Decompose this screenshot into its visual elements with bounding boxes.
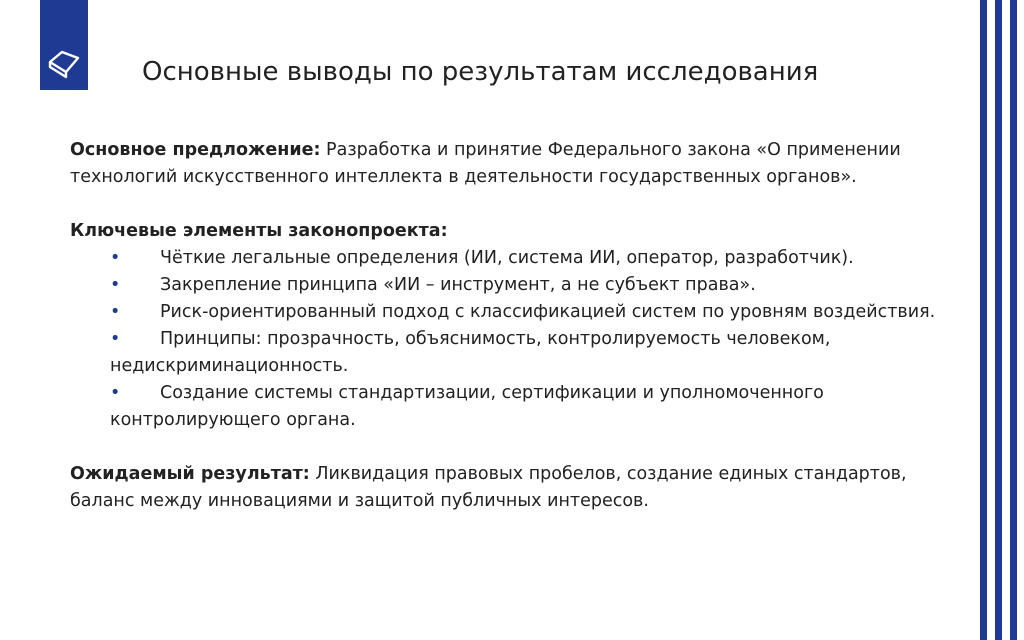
list-item — [70, 326, 950, 380]
bullet: • — [110, 383, 121, 403]
slide-title: Основные выводы по результатам исследования — [142, 57, 819, 87]
list-item — [70, 380, 950, 434]
proposal-text: Разработка и принятие Федерального закона «О применении технологий искусственного интеллекта в деятельности государственных органов». — [70, 140, 901, 187]
list-item — [70, 299, 950, 326]
proposal-label: Основное предложение: — [70, 140, 321, 160]
list-item-text: Принципы: прозрачность, объяснимость, контролируемость человеком, недискриминационность. — [110, 329, 831, 376]
list-item-text: Риск-ориентированный подход с классификацией систем по уровням воздействия. — [160, 302, 936, 322]
list-item — [70, 272, 950, 299]
stripe — [980, 0, 987, 640]
slide-content — [70, 137, 950, 515]
decorative-stripes — [974, 0, 1024, 640]
bullet: • — [110, 329, 121, 349]
key-elements-list — [70, 245, 950, 434]
list-item — [70, 245, 950, 272]
key-elements-label: Ключевые элементы законопроекта: — [70, 221, 448, 241]
key-elements-heading — [70, 218, 950, 245]
result-paragraph — [70, 461, 950, 515]
list-item-text: Создание системы стандартизации, сертификации и уполномоченного контролирующего органа. — [110, 383, 824, 430]
logo-box — [40, 0, 88, 90]
result-text: Ликвидация правовых пробелов, создание единых стандартов, баланс между инновациями и защитой публичных интересов. — [70, 464, 907, 511]
stripe — [1010, 0, 1017, 640]
list-item-text: Закрепление принципа «ИИ – инструмент, а не субъект права». — [160, 275, 756, 295]
bullet: • — [110, 248, 121, 268]
list-item-text: Чёткие легальные определения (ИИ, система ИИ, оператор, разработчик). — [160, 248, 854, 268]
bullet: • — [110, 302, 121, 322]
result-label: Ожидаемый результат: — [70, 464, 310, 484]
stripe — [995, 0, 1002, 640]
proposal-paragraph — [70, 137, 950, 191]
bullet: • — [110, 275, 121, 295]
open-book-icon — [46, 46, 82, 80]
